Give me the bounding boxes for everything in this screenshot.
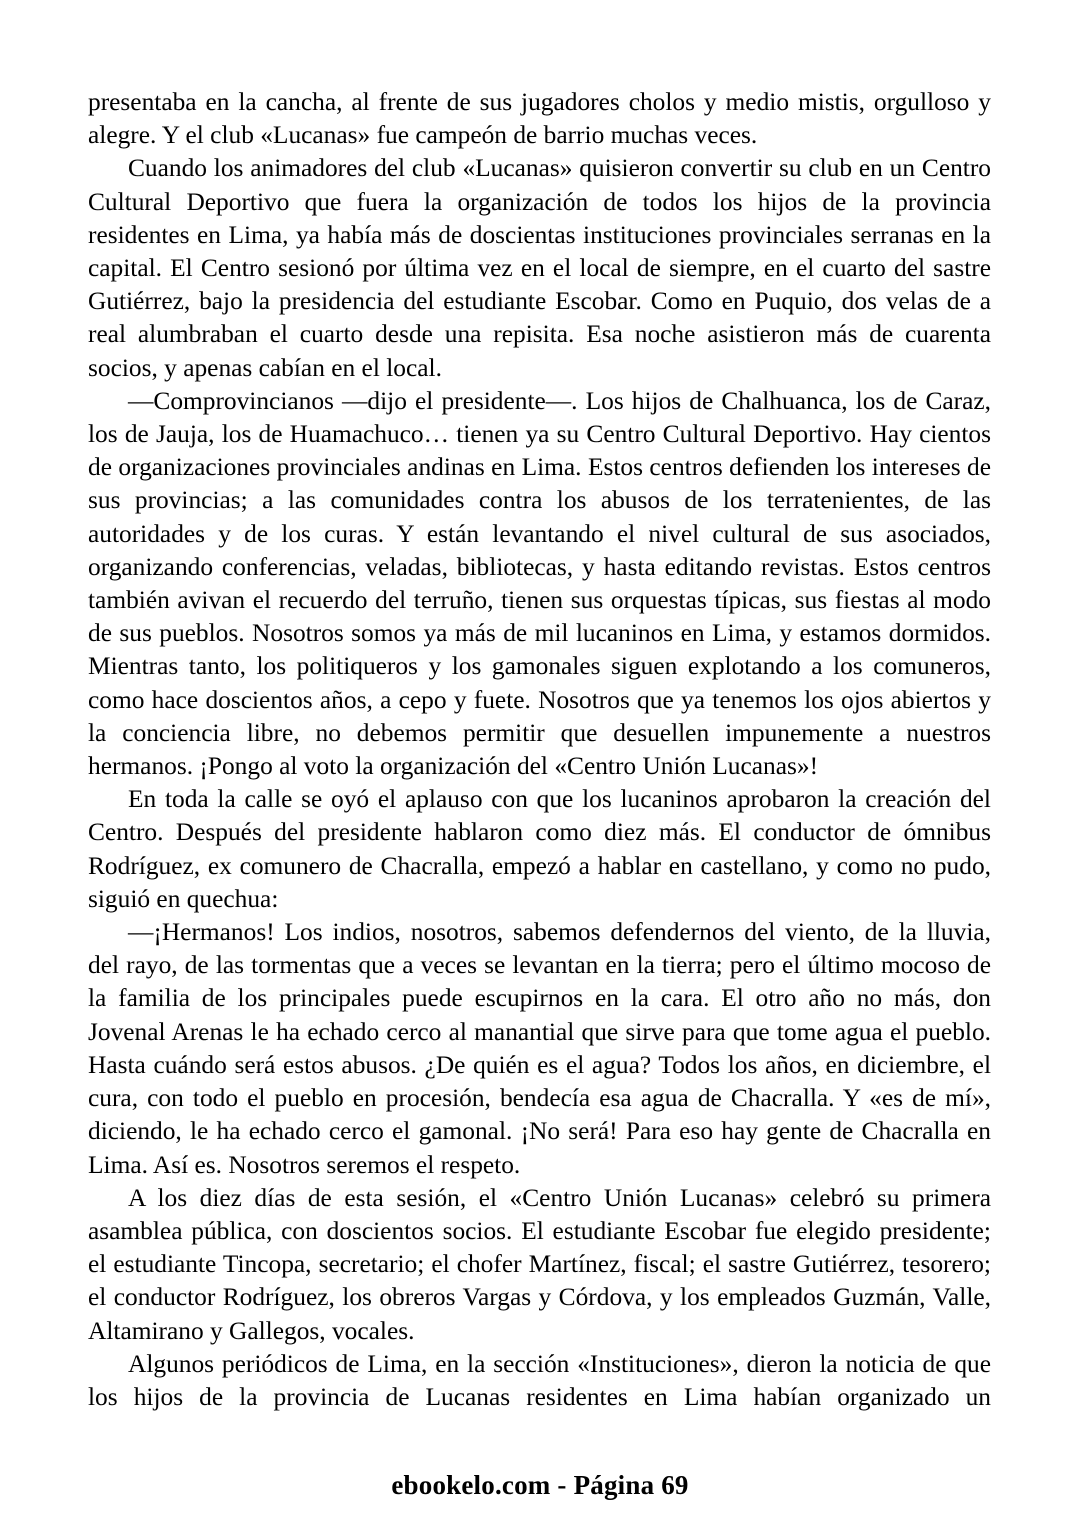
paragraph: —Comprovincianos —dijo el presidente—. Los hijos de Chalhuanca, los de Caraz, los de Jauja, los de Huamachuco… tienen ya su Centro Cultural Deportivo. Hay cientos de organizaciones provinciales andinas en Lima. Estos centros defienden los intereses de sus provincias; a las comunidades contra los abusos de los terratenientes, de las autoridades y de los curas. Y están levantando el nivel cultural de sus asociados, organizando conferencias, veladas, bibliotecas, y hasta editando revistas. Estos centros también avivan el recuerdo del terruño, tienen sus orquestas típicas, sus fiestas al modo de sus pueblos. Nosotros somos ya más de mil lucaninos en Lima, y estamos dormidos. Mientras tanto, los politiqueros y los gamonales siguen explotando a los comuneros, como hace doscientos años, a cepo y fuete. Nosotros que ya tenemos los ojos abiertos y la conciencia libre, no debemos permitir que desuellen impunemente a nuestros hermanos. ¡Pongo al voto la organización del «Centro Unión Lucanas»! bbox=[88, 386, 991, 781]
page-footer: ebookelo.com - Página 69 bbox=[391, 1470, 689, 1500]
paragraph: Algunos periódicos de Lima, en la sección «Instituciones», dieron la noticia de que los hijos de la provincia de Lucanas residentes en Lima habían organizado un bbox=[88, 1349, 991, 1411]
paragraph: presentaba en la cancha, al frente de sus jugadores cholos y medio mistis, orgulloso y alegre. Y el club «Lucanas» fue campeón de barrio muchas veces. bbox=[88, 88, 991, 150]
paragraph: —¡Hermanos! Los indios, nosotros, sabemos defendernos del viento, de la lluvia, del rayo, de las tormentas que a veces se levantan en la tierra; pero el último mocoso de la familia de los principales puede escupirnos en la cara. El otro año no más, don Jovenal Arenas le ha echado cerco al manantial que sirve para que tome agua el pueblo. Hasta cuándo será estos abusos. ¿De quién es el agua? Todos los años, en diciembre, el cura, con todo el pueblo en procesión, bendecía esa agua de Chacralla. Y «es de mí», diciendo, le ha echado cerco el gamonal. ¡No será! Para eso hay gente de Chacralla en Lima. Así es. Nosotros seremos el respeto. bbox=[88, 918, 991, 1179]
paragraph: A los diez días de esta sesión, el «Centro Unión Lucanas» celebró su primera asamblea pública, con doscientos socios. El estudiante Escobar fue elegido presidente; el estudiante Tincopa, secretario; el chofer Martínez, fiscal; el sastre Gutiérrez, tesorero; el conductor Rodríguez, los obreros Vargas y Córdova, y los empleados Guzmán, Valle, Altamirano y Gallegos, vocales. bbox=[88, 1183, 991, 1345]
paragraph: Cuando los animadores del club «Lucanas» quisieron convertir su club en un Centro Cultural Deportivo que fuera la organización de todos los hijos de la provincia residentes en Lima, ya había más de doscientas instituciones provinciales serranas en la capital. El Centro sesionó por última vez en el local de siempre, en el cuarto del sastre Gutiérrez, bajo la presidencia del estudiante Escobar. Como en Puquio, dos velas de a real alumbraban el cuarto desde una repisita. Esa noche asistieron más de cuarenta socios, y apenas cabían en el local. bbox=[88, 154, 991, 382]
page-text-column bbox=[88, 86, 991, 1414]
paragraph: En toda la calle se oyó el aplauso con que los lucaninos aprobaron la creación del Centro. Después del presidente hablaron como diez más. El conductor de ómnibus Rodríguez, ex comunero de Chacralla, empezó a hablar en castellano, y como no pudo, siguió en quechua: bbox=[88, 785, 991, 913]
